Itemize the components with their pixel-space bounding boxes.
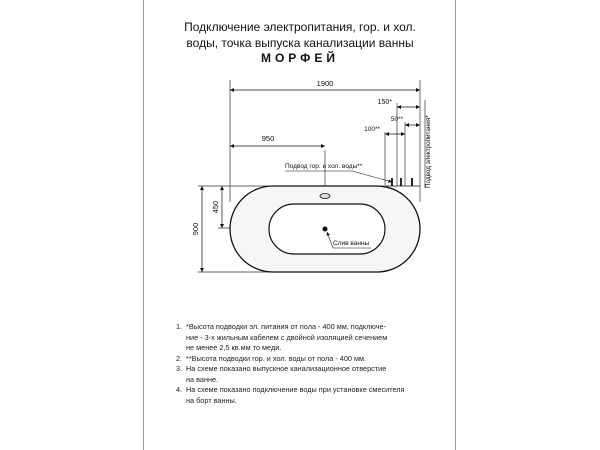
title-line-2: воды, точка выпуска канализации ванны (186, 36, 414, 50)
note-text: На схеме показано выпускное канализационное отверстие на ванне. (186, 364, 387, 384)
note-number: 1. (176, 322, 183, 331)
dim-power-offset: 150* (377, 99, 392, 106)
title-product-name: МОРФЕЙ (260, 51, 340, 65)
note-item (176, 322, 446, 354)
dim-half-width: 450 (211, 200, 220, 214)
dim-total-width: 900 (191, 222, 200, 236)
dim-water-offset: 50** (390, 116, 404, 123)
note-item (176, 385, 446, 406)
bathtub-outline (230, 186, 420, 272)
note-item (176, 364, 446, 385)
drain-hole (323, 227, 328, 232)
note-number: 3. (176, 364, 183, 373)
water-supply-callout: Подвод гор. и хол. воды** (285, 163, 363, 170)
note-text: На схеме показано подключение воды при установке смесителя на борт ванны. (186, 385, 405, 405)
note-number: 4. (176, 385, 183, 394)
dim-total-length: 1900 (316, 79, 334, 88)
note-number: 2. (176, 353, 183, 363)
power-supply-callout: Подвод электропитания* (425, 115, 432, 188)
drain-callout: Слив ванны (333, 240, 370, 247)
note-item (176, 354, 446, 365)
overflow-fitting (320, 194, 330, 199)
note-text: *Высота подводки эл. питания от пола - 400 мм, подключе- ние - 3-х жильным кабелем с двойной изоляцией сечением не менее 2,5 кв.мм то меди. (186, 322, 388, 352)
note-text: **Высота подводки гор. и хол. воды от пола - 400 мм. (186, 353, 367, 363)
installation-notes (176, 322, 446, 406)
dim-drain-offset: 950 (261, 134, 275, 143)
dim-water-gap: 100** (364, 126, 380, 133)
title-line-1: Подключение электропитания, гор. и хол. (184, 20, 416, 34)
